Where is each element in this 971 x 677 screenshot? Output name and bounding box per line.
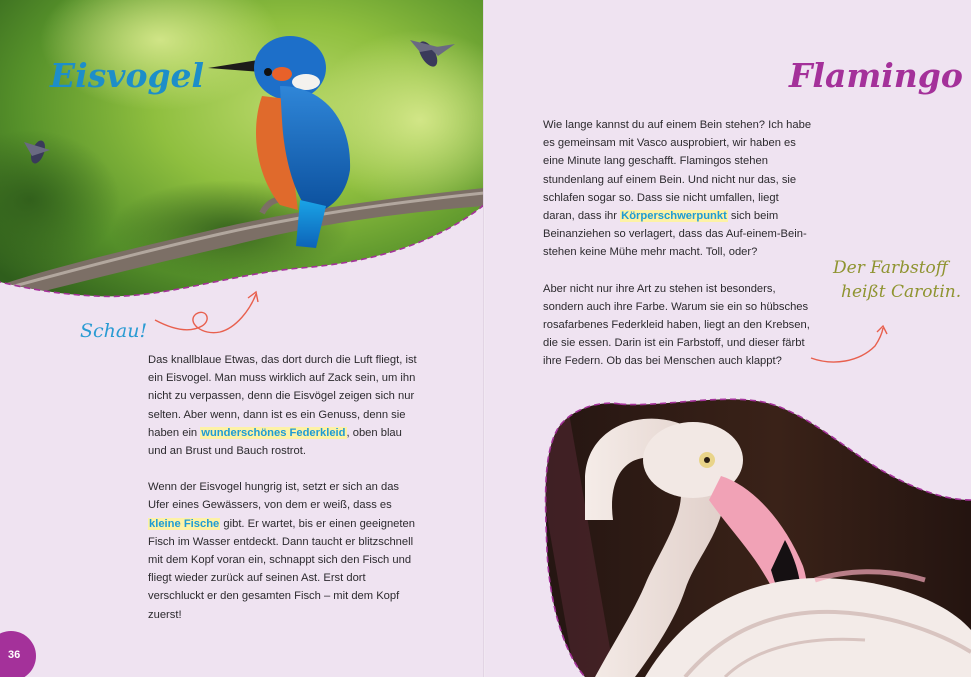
highlight-kleine-fische: kleine Fische (149, 517, 220, 530)
flamingo-photo (485, 390, 971, 677)
flamingo-paragraph-1: Wie lange kannst du auf einem Bein stehen? Ich habe es gemeinsam mit Vasco ausprobiert, wir haben es eine Minute lang geschafft. Flamingos stehen stundenlang auf einem Bein. Und nicht nur das, sie schlafen sogar so. Dass sie nicht umfallen, liegt daran, dass ihr Körperschwerpunkt sich beim Beinanziehen so verlagert, dass das Auf-einem-Bein-stehen keine Mühe mehr macht. Toll, oder? (543, 119, 812, 259)
flamingo-text (543, 116, 813, 371)
left-page (0, 0, 484, 677)
right-page (485, 0, 971, 677)
flamingo-paragraph-2: Aber nicht nur ihre Art zu stehen ist besonders, sondern auch ihre Farbe. Warum sie ein so hübsches rosafarbenes Federkleid haben, liegt an den Krebsen, die sie essen. Darin ist ein Farbstoff, und dieser färbt ihre Federn. Ob das bei Menschen auch klappt? (543, 282, 810, 368)
eisvogel-text (148, 351, 420, 624)
eisvogel-title: Eisvogel (50, 56, 205, 95)
page-number: 36 (8, 649, 21, 661)
eisvogel-paragraph-1: Das knallblaue Etwas, das dort durch die Luft fliegt, ist ein Eisvogel. Man muss wirklich auf Zack sein, um ihn nicht zu verpassen, denn die Eisvögel zeigen sich nur selten. Aber wenn, dann ist es ein Genuss, denn sie haben ein wunderschönes Federkleid, oben blau und an Brust und Bauch rostrot. (148, 354, 417, 458)
highlight-koerperschwerpunkt: Körperschwerpunkt (621, 210, 727, 223)
schau-note: Schau! (80, 320, 148, 342)
page-number-badge (0, 631, 36, 677)
kingfisher-photo (0, 0, 484, 310)
highlight-federkleid: wunderschönes Federkleid (201, 426, 346, 439)
flamingo-title: Flamingo (789, 56, 963, 95)
carotin-note: Der Farbstoff heißt Carotin. (833, 258, 962, 302)
eisvogel-paragraph-2: Wenn der Eisvogel hungrig ist, setzt er sich an das Ufer eines Gewässers, von dem er weiß, dass es kleine Fische gibt. Er wartet, bis er einen geeigneten Fisch im Wasser entdeckt. Dann taucht er blitzschnell mit dem Kopf voran ein, schnappt sich den Fisch und fliegt wieder zurück auf seinen Ast. Erst dort verschluckt er den gesamten Fisch – mit dem Kopf zuerst! (148, 481, 415, 621)
curly-arrow-icon (150, 286, 270, 346)
note-arrow-icon (807, 322, 891, 370)
